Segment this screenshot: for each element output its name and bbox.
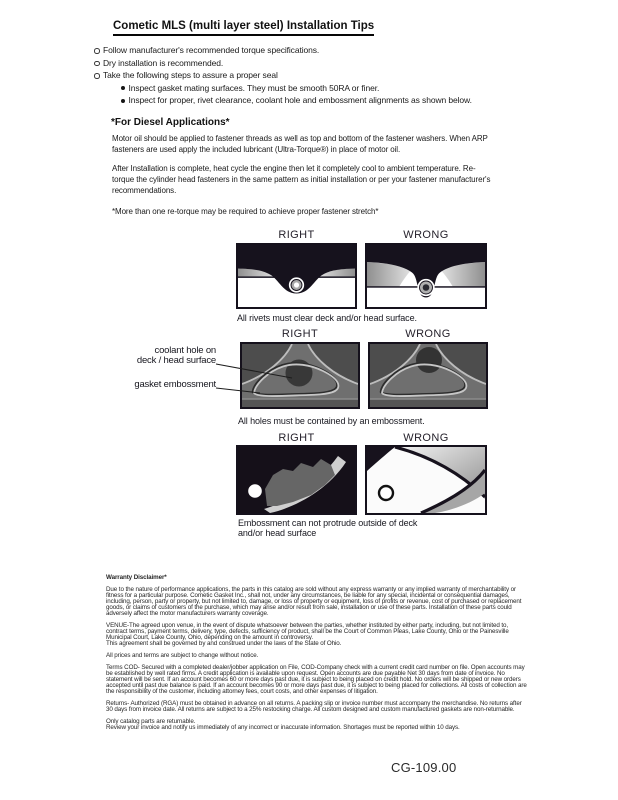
right-label: RIGHT	[281, 328, 319, 340]
leader-lines	[214, 360, 304, 400]
rivet-wrong-diagram	[365, 243, 487, 309]
wrong-label: WRONG	[403, 229, 449, 241]
rivet-right-illustration	[238, 245, 355, 307]
legal-paragraph: Review your invoice and notify us immediately of any incorrect or inaccurate information. Shortages must be reported within 10 days.	[106, 723, 460, 731]
protrusion-wrong-diagram	[365, 445, 487, 515]
tip-sub-item	[121, 94, 514, 107]
embossment-wrong-diagram	[368, 342, 488, 409]
page-number: CG-109.00	[391, 760, 457, 775]
diagram-caption: All holes must be contained by an embossment.	[238, 416, 425, 426]
tip-item	[94, 44, 514, 57]
tip-text: Inspect for proper, rivet clearance, coolant hole and embossment alignments as shown below.	[128, 95, 472, 106]
coolant-hole-label: coolant hole on deck / head surface	[136, 345, 216, 367]
tip-item	[94, 69, 514, 82]
bullet-icon	[94, 61, 100, 67]
rivet-right-diagram	[236, 243, 357, 309]
tip-text: Dry installation is recommended.	[103, 57, 224, 68]
diesel-paragraph: *More than one re-torque may be required to achieve proper fastener stretch*	[112, 207, 379, 216]
tips-list	[94, 44, 514, 107]
warranty-heading: Warranty Disclaimer*	[106, 573, 167, 581]
tip-text: Inspect gasket mating surfaces. They must be smooth 50RA or finer.	[128, 82, 380, 93]
diesel-paragraph: After Installation is complete, heat cycle the engine then let it completely cool to ambient temperature. Re-torque the cylinder head fasteners in the same pattern as initial installation or per your fastener manufacturer's recommendations.	[112, 164, 491, 195]
protrusion-wrong-illustration	[367, 447, 485, 513]
legal-paragraph: Only catalog parts are returnable.	[106, 717, 196, 725]
diagram-caption: All rivets must clear deck and/or head surface.	[237, 313, 417, 323]
sub-bullet-icon	[121, 99, 125, 103]
protrusion-right-diagram	[236, 445, 357, 515]
right-label: RIGHT	[278, 229, 315, 241]
legal-paragraph: This agreement shall be governed by and construed under the laws of the State of Ohio.	[106, 639, 342, 647]
tip-item	[94, 57, 514, 70]
sub-bullet-icon	[121, 86, 125, 90]
gasket-embossment-label: gasket embossment	[134, 379, 216, 390]
right-label: RIGHT	[278, 432, 315, 444]
bullet-icon	[94, 73, 100, 79]
diesel-heading: *For Diesel Applications*	[111, 117, 230, 128]
legal-paragraph: Returns- Authorized (RGA) must be obtained in advance on all returns. A packing slip or invoice number must accompany the merchandise. No returns after 30 days from invoice date. All returns are subject to a 25% restocking charge. All custom designed and custom manufactured gaskets are non-returnable.	[106, 699, 522, 713]
protrusion-right-illustration	[238, 447, 355, 513]
tip-sub-item	[121, 82, 514, 95]
legal-paragraph: Terms COD- Secured with a completed dealer/jobber application on File, COD-Company check with a current credit card number on file. Open accounts may be established by well rated firms. A credit application is available upon request. Open accounts are due payable Net 30 days from date of invoice. No statement will be sent. If an account becomes 60 or more days past due, it is subject to being placed on credit hold. No orders will be shipped or new orders accepted until past due balance is paid. If an account becomes 90 or more days past due, it is subject to being placed for collections. All costs of collection are the responsibility of the customer, including attorney fees, court costs, and other expenses of litigation.	[106, 663, 527, 695]
wrong-label: WRONG	[405, 328, 451, 340]
diagram-caption: Embossment can not protrude outside of deck and/or head surface	[238, 518, 418, 538]
wrong-label: WRONG	[403, 432, 449, 444]
tip-text: Follow manufacturer's recommended torque specifications.	[103, 45, 320, 55]
page-title: Cometic MLS (multi layer steel) Installation Tips	[113, 20, 374, 36]
embossment-wrong-illustration	[370, 344, 486, 407]
tip-text: Take the following steps to assure a proper seal	[103, 70, 278, 81]
legal-paragraph: All prices and terms are subject to change without notice.	[106, 651, 259, 659]
legal-section	[106, 574, 530, 746]
diesel-paragraph: Motor oil should be applied to fastener threads as well as top and bottom of the fastener washers. When ARP fasteners are used apply the included lubricant (Ultra-Torque®) in place of motor oil.	[112, 134, 488, 154]
bullet-icon	[94, 48, 100, 54]
rivet-wrong-illustration	[367, 245, 485, 307]
legal-paragraph: Due to the nature of performance applications, the parts in this catalog are sold without any express warranty or any implied warranty of merchantability or fitness for a particular purpose. Cometic Gasket Inc., shall not, under any circumstances, be liable for any special, incidental or consequential damages, including, person, party or property, but not limited to, damage, or loss of property or equipment, loss of profits or revenue, cost of purchased or replacement goods, or claims of customers of the purchase, which may arise and/or result from sale, installation or use of these parts. Installation of these parts could adversely affect the motor manufacturers warranty coverage.	[106, 585, 522, 617]
legal-paragraph: VENUE-The agreed upon venue, in the event of dispute whatsoever between the parties, whether instituted by either party, including, but not limited to, contract terms, payment terms, delivery, type, defects, sufficiency of product, shall be the Court of Common Pleas, Lake County, Ohio or the Painesville Municipal Court, Lake County, Ohio, depending on the amount in controversy.	[106, 621, 509, 641]
